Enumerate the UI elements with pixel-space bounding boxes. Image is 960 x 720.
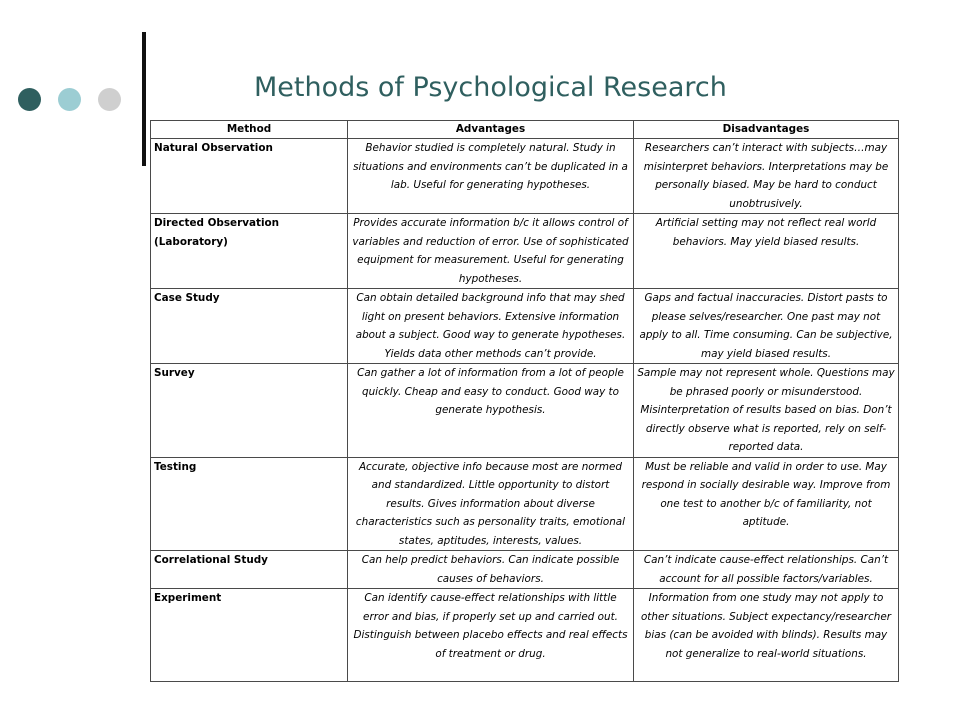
- method-cell: Correlational Study: [151, 551, 348, 589]
- dark-teal-dot: [18, 88, 41, 111]
- advantages-header: Advantages: [348, 121, 634, 139]
- disadvantages-cell: Researchers can’t interact with subjects…may misinterpret behaviors. Interpretations may be personally biased. May be hard to conduct unobtrusively.: [634, 139, 899, 214]
- advantages-cell: Accurate, objective info because most are normed and standardized. Little opportunity to distort results. Gives information about diverse characteristics such as personality traits, emotional states, aptitudes, interests, values.: [348, 457, 634, 551]
- disadvantages-header: Disadvantages: [634, 121, 899, 139]
- advantages-cell: Can identify cause-effect relationships with little error and bias, if properly set up and carried out. Distinguish between placebo effects and real effects of treatment or drug.: [348, 589, 634, 682]
- advantages-cell: Behavior studied is completely natural. Study in situations and environments can’t be duplicated in a lab. Useful for generating hypotheses.: [348, 139, 634, 214]
- gray-dot: [98, 88, 121, 111]
- table-row: [151, 214, 899, 289]
- table-row: [151, 139, 899, 214]
- disadvantages-cell: Gaps and factual inaccuracies. Distort pasts to please selves/researcher. One past may not apply to all. Time consuming. Can be subjective, may yield biased results.: [634, 289, 899, 364]
- method-cell: Testing: [151, 457, 348, 551]
- method-header: Method: [151, 121, 348, 139]
- research-methods-table: [150, 120, 899, 682]
- disadvantages-cell: Must be reliable and valid in order to use. May respond in socially desirable way. Improve from one test to another b/c of familiarity, not aptitude.: [634, 457, 899, 551]
- decorative-dots: [18, 88, 128, 114]
- table-row: [151, 589, 899, 682]
- advantages-cell: Can gather a lot of information from a lot of people quickly. Cheap and easy to conduct. Good way to generate hypothesis.: [348, 364, 634, 458]
- disadvantages-cell: Sample may not represent whole. Questions may be phrased poorly or misunderstood. Misinterpretation of results based on bias. Don’t directly observe what is reported, rely on self-reported data.: [634, 364, 899, 458]
- disadvantages-cell: Can’t indicate cause-effect relationships. Can’t account for all possible factors/variables.: [634, 551, 899, 589]
- advantages-cell: Can help predict behaviors. Can indicate possible causes of behaviors.: [348, 551, 634, 589]
- method-cell: Experiment: [151, 589, 348, 682]
- table-row: [151, 551, 899, 589]
- method-cell: Case Study: [151, 289, 348, 364]
- light-teal-dot: [58, 88, 81, 111]
- method-cell: Directed Observation (Laboratory): [151, 214, 348, 289]
- vertical-accent-bar: [142, 32, 146, 166]
- table-row: [151, 364, 899, 458]
- table-row: [151, 289, 899, 364]
- advantages-cell: Can obtain detailed background info that may shed light on present behaviors. Extensive information about a subject. Good way to generate hypotheses. Yields data other methods can’t provide.: [348, 289, 634, 364]
- disadvantages-cell: Artificial setting may not reflect real world behaviors. May yield biased results.: [634, 214, 899, 289]
- slide-title: Methods of Psychological Research: [254, 72, 727, 103]
- method-cell: Survey: [151, 364, 348, 458]
- method-cell: Natural Observation: [151, 139, 348, 214]
- disadvantages-cell: Information from one study may not apply to other situations. Subject expectancy/researcher bias (can be avoided with blinds). Results may not generalize to real-world situations.: [634, 589, 899, 682]
- advantages-cell: Provides accurate information b/c it allows control of variables and reduction of error. Use of sophisticated equipment for measurement. Useful for generating hypotheses.: [348, 214, 634, 289]
- table-header-row: [151, 121, 899, 139]
- table-row: [151, 457, 899, 551]
